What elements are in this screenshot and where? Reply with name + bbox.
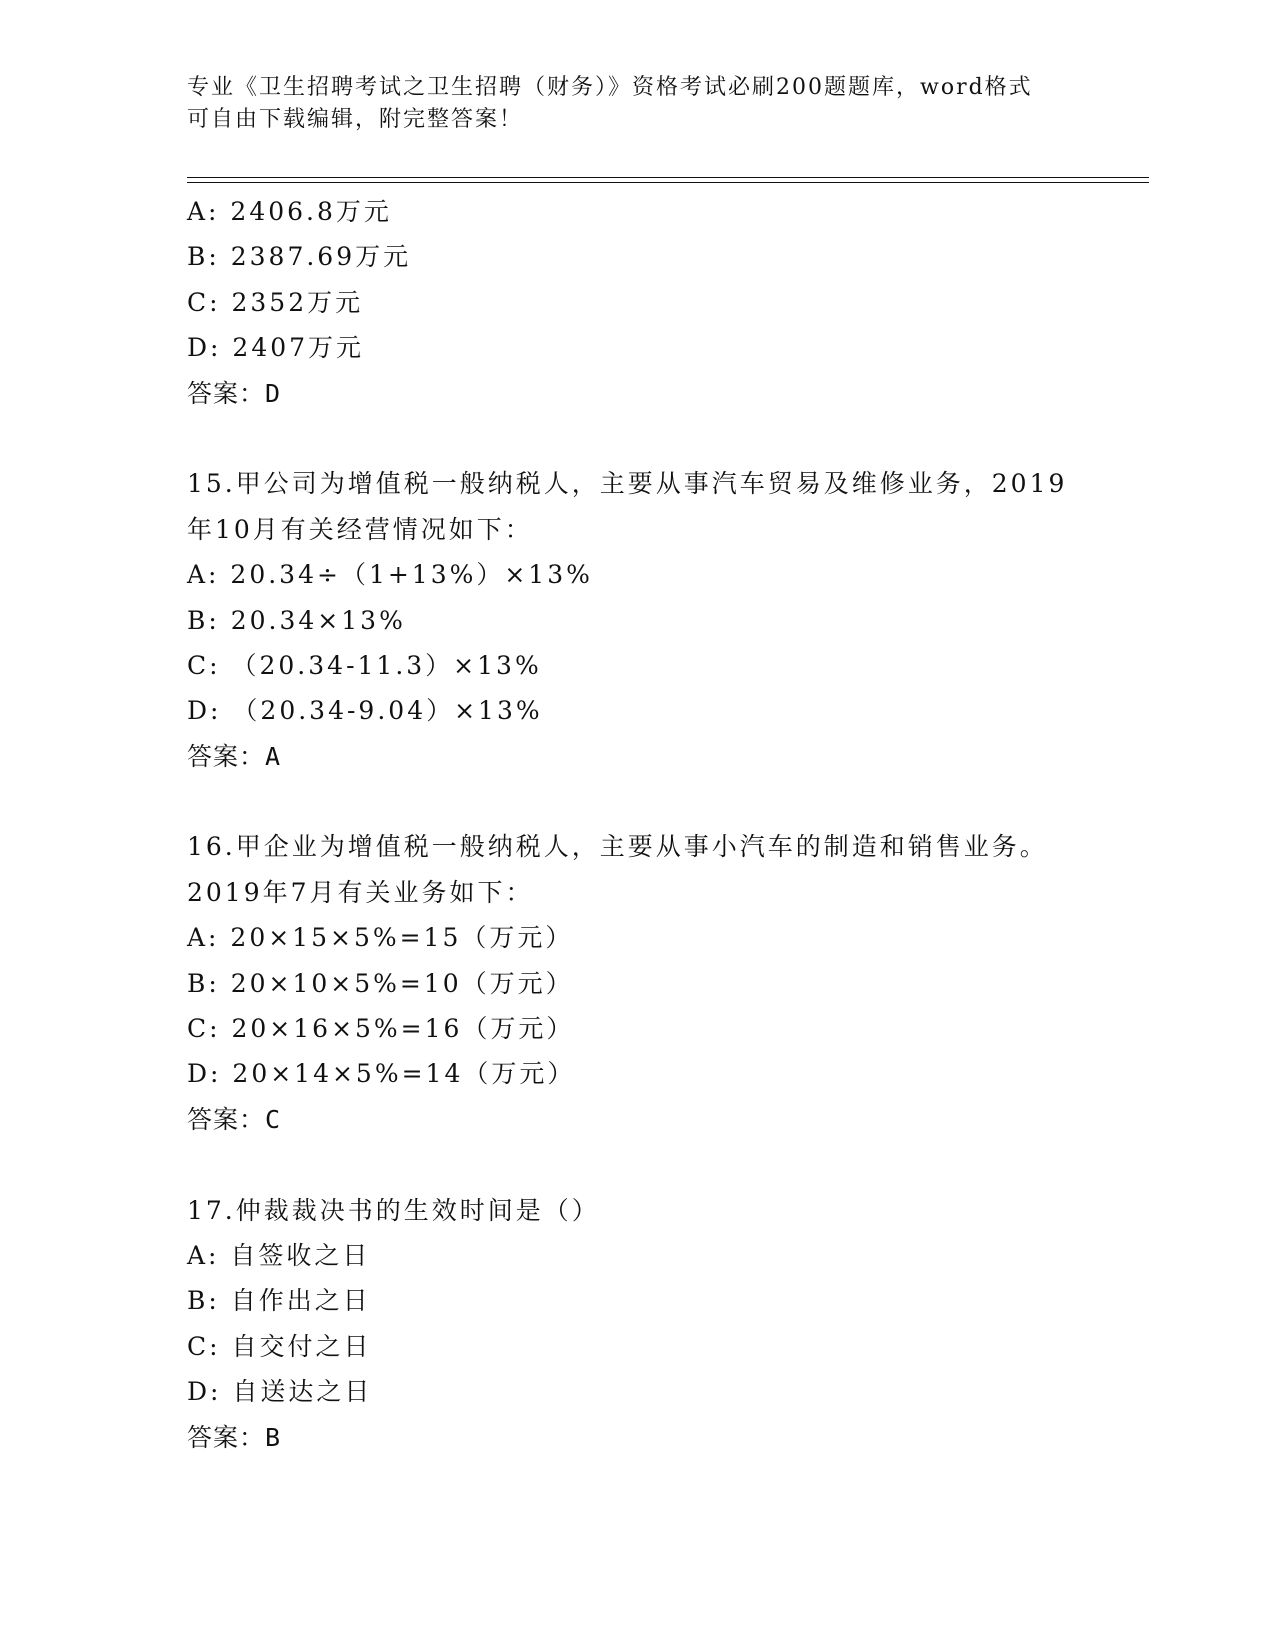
- option-a: A: 20×15×5%=15（万元）: [187, 923, 574, 953]
- option-d: D: 20×14×5%=14（万元）: [187, 1059, 576, 1089]
- header-title-line-1: 专业《卫生招聘考试之卫生招聘（财务）》资格考试必刷200题题库，word格式: [187, 75, 1033, 100]
- question-stem-line-1: 16.甲企业为增值税一般纳税人，主要从事小汽车的制造和销售业务。: [187, 832, 1048, 862]
- question-stem-line-2: 年10月有关经营情况如下：: [187, 514, 533, 544]
- option-b: B: 自作出之日: [187, 1286, 371, 1316]
- option-a: A: 20.34÷（1+13%）×13%: [187, 560, 593, 590]
- answer: 答案：D: [187, 378, 282, 408]
- option-c: C: 2352万元: [187, 287, 364, 317]
- option-c: C: 自交付之日: [187, 1331, 372, 1361]
- question-stem-line-2: 2019年7月有关业务如下：: [187, 877, 534, 907]
- question-14: [187, 189, 1187, 416]
- question-list: [187, 189, 1187, 1460]
- option-a: A: 2406.8万元: [187, 197, 392, 226]
- option-b: B: 20.34×13%: [187, 605, 406, 635]
- question-16: [187, 824, 1187, 1142]
- question-stem-line-1: 15.甲公司为增值税一般纳税人，主要从事汽车贸易及维修业务，2019: [187, 469, 1068, 499]
- question-stem-line-1: 17.仲裁裁决书的生效时间是（）: [187, 1195, 600, 1225]
- answer: 答案：A: [187, 741, 282, 771]
- option-d: D: 2407万元: [187, 333, 365, 363]
- spacer: [187, 1142, 1187, 1187]
- header-divider-bottom: [187, 182, 1149, 183]
- answer: 答案：C: [187, 1104, 282, 1134]
- option-d: D: 自送达之日: [187, 1377, 373, 1407]
- option-b: B: 2387.69万元: [187, 242, 412, 272]
- option-c: C: （20.34-11.3）×13%: [187, 650, 542, 680]
- spacer: [187, 779, 1187, 824]
- spacer: [187, 416, 1187, 461]
- header-title-line-2: 可自由下载编辑，附完整答案！: [187, 107, 524, 132]
- question-15: [187, 461, 1187, 779]
- question-17: [187, 1188, 1187, 1460]
- document-header: [187, 72, 1087, 136]
- option-b: B: 20×10×5%=10（万元）: [187, 968, 574, 998]
- option-c: C: 20×16×5%=16（万元）: [187, 1014, 575, 1044]
- option-d: D: （20.34-9.04）×13%: [187, 696, 543, 726]
- answer: 答案：B: [187, 1422, 282, 1452]
- option-a: A: 自签收之日: [187, 1240, 371, 1270]
- header-divider-top: [187, 177, 1149, 178]
